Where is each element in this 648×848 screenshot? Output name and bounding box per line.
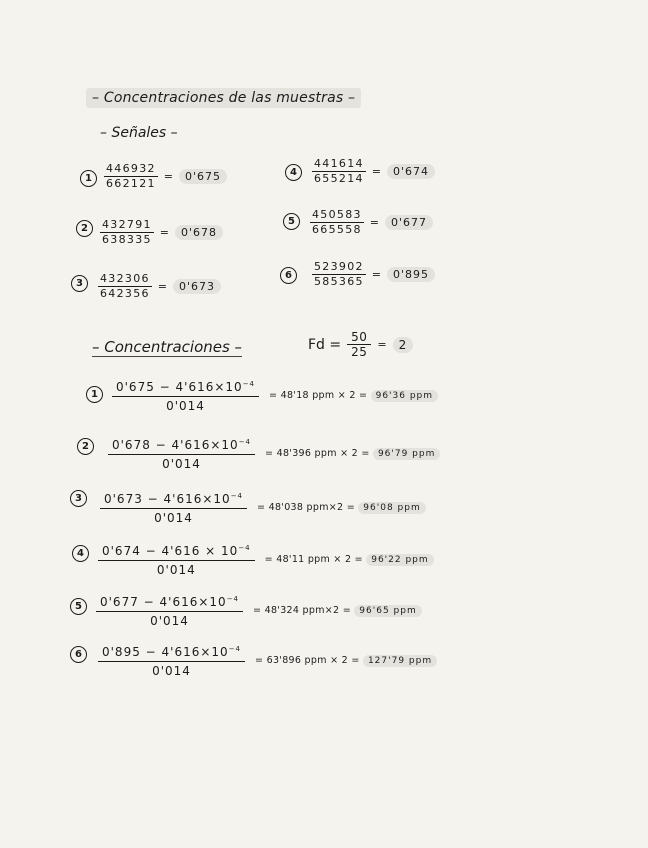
concentration-fraction <box>98 641 245 679</box>
signal-fraction <box>98 272 152 301</box>
number-5-icon: 5 <box>283 213 300 230</box>
number-5-icon: 5 <box>70 598 87 615</box>
concentration-numerator: $0'677 - 4'616\times 10^{-4}$ <box>96 591 243 612</box>
signal-denominator: 585365 <box>314 275 364 288</box>
signal-denominator: 662121 <box>106 177 156 190</box>
signal-result: 0'673 <box>173 279 221 294</box>
concentrations-heading: – Concentraciones – <box>92 338 243 356</box>
final-result: 96'08 ppm <box>358 502 425 514</box>
exponent: −4 <box>230 492 244 500</box>
final-result: 96'22 ppm <box>366 554 433 566</box>
signal-numerator: 441614 <box>314 157 364 170</box>
equals-sign: = <box>371 268 382 281</box>
concentration-denominator: 0'014 <box>150 614 189 628</box>
signal-2 <box>100 218 223 247</box>
page-title: – Concentraciones de las muestras – <box>86 88 361 108</box>
final-result: 127'79 ppm <box>363 655 437 667</box>
number-6-icon: 6 <box>70 646 87 663</box>
concentration-fraction <box>98 540 255 578</box>
signal-numerator: 450583 <box>312 208 362 221</box>
concentration-numerator: $0'895 - 4'616\times 10^{-4}$ <box>98 641 245 662</box>
concentration-result: = 63'896 ppm × 2 = 127'79 ppm <box>255 655 437 666</box>
number-1-icon: 1 <box>86 386 103 403</box>
concentration-numerator: $0'675 - 4'616\times 10^{-4}$ <box>112 376 259 397</box>
exponent: −4 <box>238 544 251 552</box>
fd-label: Fd = <box>308 336 342 353</box>
signal-fraction <box>312 260 366 289</box>
concentration-numerator: $0'674 - 4'616 \times 10^{-4}$ <box>98 540 255 561</box>
concentration-denominator: 0'014 <box>162 457 201 471</box>
number-4-icon: 4 <box>285 164 302 181</box>
concentration-denominator: 0'014 <box>166 399 205 413</box>
concentration-result: = 48'11 ppm × 2 = 96'22 ppm <box>265 554 434 565</box>
equals-sign: = <box>163 170 174 183</box>
equals-sign: = <box>159 226 170 239</box>
concentration-denominator: 0'014 <box>152 664 191 678</box>
exponent: −4 <box>226 595 240 603</box>
signal-numerator: 432306 <box>100 272 150 285</box>
signal-fraction <box>312 157 366 186</box>
number-2-icon: 2 <box>76 220 93 237</box>
number-3-icon: 3 <box>71 275 88 292</box>
signal-numerator: 523902 <box>314 260 364 273</box>
signal-3 <box>98 272 221 301</box>
final-result: 96'36 ppm <box>371 390 438 402</box>
signal-numerator: 432791 <box>102 218 152 231</box>
signal-1 <box>104 162 227 191</box>
number-3-icon: 3 <box>70 490 87 507</box>
concentration-fraction <box>108 434 255 472</box>
equals-sign: = <box>369 216 380 229</box>
concentration-numerator: $0'678 - 4'616\times 10^{-4}$ <box>108 434 255 455</box>
signal-denominator: 642356 <box>100 287 150 300</box>
number-4-icon: 4 <box>72 545 89 562</box>
equals-sign: = <box>157 280 168 293</box>
signal-6 <box>312 260 435 289</box>
signal-denominator: 638335 <box>102 233 152 246</box>
number-6-icon: 6 <box>280 267 297 284</box>
concentration-fraction <box>112 376 259 414</box>
concentration-result: = 48'038 ppm×2 = 96'08 ppm <box>257 502 426 513</box>
fd-denominator: 25 <box>351 345 368 359</box>
concentration-6 <box>98 641 437 679</box>
concentration-5 <box>96 591 422 629</box>
signal-fraction <box>100 218 154 247</box>
exponent: −4 <box>228 645 242 653</box>
equals-sign: = <box>371 165 382 178</box>
signal-denominator: 665558 <box>312 223 362 236</box>
concentration-result: = 48'18 ppm × 2 = 96'36 ppm <box>269 390 438 401</box>
signal-5 <box>310 208 433 237</box>
concentration-denominator: 0'014 <box>154 511 193 525</box>
fd-result: 2 <box>393 337 414 353</box>
concentration-fraction <box>100 488 247 526</box>
number-2-icon: 2 <box>77 438 94 455</box>
concentration-3 <box>100 488 426 526</box>
fd-fraction <box>347 330 371 359</box>
signal-fraction <box>310 208 364 237</box>
dilution-factor <box>308 330 413 359</box>
signal-4 <box>312 157 435 186</box>
concentration-numerator: $0'673 - 4'616\times 10^{-4}$ <box>100 488 247 509</box>
concentration-result: = 48'396 ppm × 2 = 96'79 ppm <box>265 448 440 459</box>
signal-result: 0'674 <box>387 164 435 179</box>
fd-numerator: 50 <box>347 330 371 345</box>
exponent: −4 <box>242 380 256 388</box>
concentration-fraction <box>96 591 243 629</box>
concentration-1 <box>112 376 438 414</box>
signal-denominator: 655214 <box>314 172 364 185</box>
exponent: −4 <box>238 438 252 446</box>
signals-heading: – Señales – <box>100 125 178 141</box>
equals-sign: = <box>377 338 387 351</box>
concentration-2 <box>108 434 440 472</box>
signal-fraction <box>104 162 158 191</box>
signal-result: 0'675 <box>179 169 227 184</box>
signal-result: 0'895 <box>387 267 435 282</box>
final-result: 96'65 ppm <box>354 605 421 617</box>
number-1-icon: 1 <box>80 170 97 187</box>
signal-numerator: 446932 <box>106 162 156 175</box>
concentration-denominator: 0'014 <box>156 563 196 577</box>
signal-result: 0'677 <box>385 215 433 230</box>
concentration-4 <box>98 540 434 578</box>
concentration-result: = 48'324 ppm×2 = 96'65 ppm <box>253 605 422 616</box>
signal-result: 0'678 <box>175 225 223 240</box>
final-result: 96'79 ppm <box>373 448 440 460</box>
